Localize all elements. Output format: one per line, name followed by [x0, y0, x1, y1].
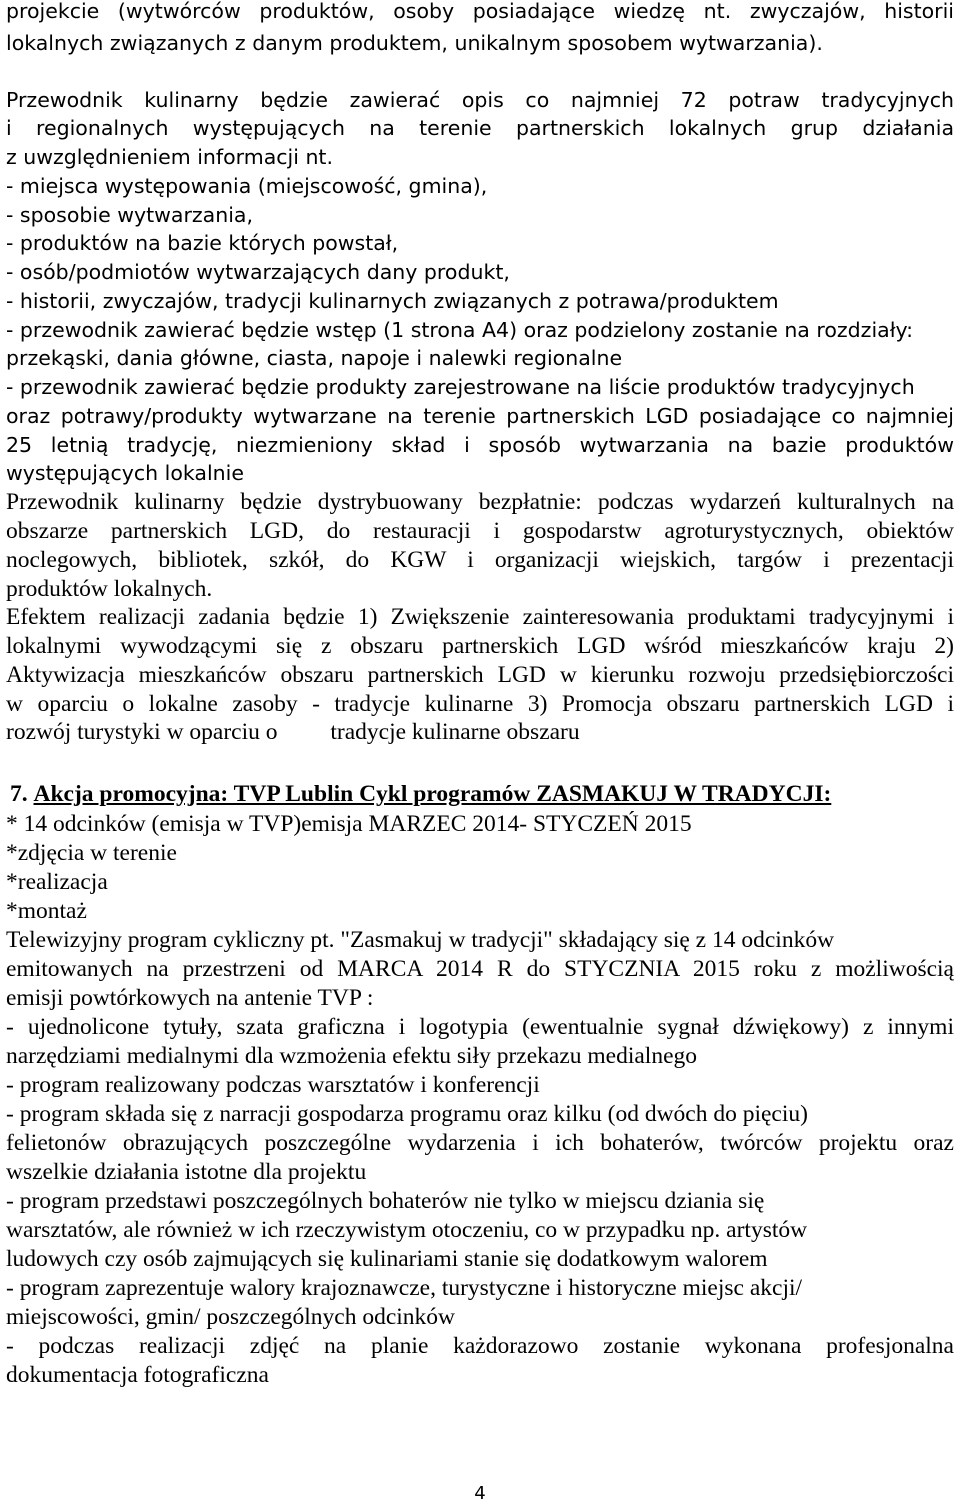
- section-7-line: - program zaprezentuje walory krajoznawcze, turystyczne i historyczne miejsc akcji/: [6, 1275, 803, 1301]
- section-7-line: - program składa się z narracji gospodarza programu oraz kilku (od dwóch do pięciu): [6, 1101, 808, 1127]
- guide-list-item: - przewodnik zawierać będzie wstęp (1 strona A4) oraz podzielony zostanie na rozdziały:: [6, 318, 914, 342]
- guide-list-item: - osób/podmiotów wytwarzających dany produkt,: [6, 260, 510, 284]
- section-7-line: emisji powtórkowych na antenie TVP :: [6, 985, 374, 1011]
- section-number: 7.: [10, 781, 28, 807]
- intro-line: projekcie (wytwórców produktów, osoby posiadające wiedzę nt. zwyczajów, historii: [6, 0, 954, 23]
- effect-line: Aktywizacja mieszkańców obszaru partnerskich LGD w kierunku rozwoju przedsiębiorczości: [6, 662, 954, 688]
- guide-list-item: 25 letnią tradycję, niezmieniony skład i sposób wytwarzania na bazie produktów: [6, 433, 954, 457]
- guide-list-item: - sposobie wytwarzania,: [6, 203, 253, 227]
- page-number: 4: [474, 1483, 486, 1504]
- section-7-line: - podczas realizacji zdjęć na planie każdorazowo zostanie wykonana profesjonalna: [6, 1333, 954, 1359]
- section-7-line: felietonów obrazujących poszczególne wydarzenia i ich bohaterów, twórców projektu oraz: [6, 1130, 954, 1156]
- section-7-line: Telewizyjny program cykliczny pt. "Zasmakuj w tradycji" składający się z 14 odcinków: [6, 927, 835, 953]
- distribution-line: Przewodnik kulinarny będzie dystrybuowany bezpłatnie: podczas wydarzeń kulturalnych na: [6, 489, 954, 515]
- section-7-line: *realizacja: [6, 869, 108, 895]
- section-7-line: *montaż: [6, 898, 87, 924]
- effect-line: rozwój turystyki w oparciu o tradycje kulinarne obszaru: [6, 719, 580, 745]
- section-title: Akcja promocyjna: TVP Lublin Cykl programów ZASMAKUJ W TRADYCJI:: [33, 781, 832, 807]
- guide-list-item: - miejsca występowania (miejscowość, gmina),: [6, 174, 488, 198]
- section-7-heading: [10, 780, 958, 809]
- guide-list-item: - przewodnik zawierać będzie produkty zarejestrowane na liście produktów tradycyjnych: [6, 375, 915, 399]
- guide-line: Przewodnik kulinarny będzie zawierać opis co najmniej 72 potraw tradycyjnych: [6, 88, 954, 112]
- effect-line: w oparciu o lokalne zasoby - tradycje kulinarne 3) Promocja obszaru partnerskich LGD i: [6, 691, 954, 717]
- guide-list-item: - produktów na bazie których powstał,: [6, 231, 399, 255]
- section-7-line: - program przedstawi poszczególnych bohaterów nie tylko w miejscu dziania się: [6, 1188, 765, 1214]
- section-7-line: warsztatów, ale również w ich rzeczywistym otoczeniu, co w przypadku np. artystów: [6, 1217, 808, 1243]
- section-7-line: narzędziami medialnymi dla wzmożenia efektu siły przekazu medialnego: [6, 1043, 698, 1069]
- guide-line: z uwzględnieniem informacji nt.: [6, 145, 333, 169]
- guide-line: i regionalnych występujących na terenie partnerskich lokalnych grup działania: [6, 116, 954, 140]
- intro-line: lokalnych związanych z danym produktem, unikalnym sposobem wytwarzania).: [6, 31, 823, 55]
- section-7-line: ludowych czy osób zajmujących się kulinariami stanie się dodatkowym walorem: [6, 1246, 768, 1272]
- guide-list-item: przekąski, dania główne, ciasta, napoje i nalewki regionalne: [6, 346, 623, 370]
- guide-list-item: występujących lokalnie: [6, 461, 244, 485]
- section-7-line: wszelkie działania istotne dla projektu: [6, 1159, 367, 1185]
- section-7-line: * 14 odcinków (emisja w TVP)emisja MARZEC 2014- STYCZEŃ 2015: [6, 811, 692, 837]
- guide-list-item: oraz potrawy/produkty wytwarzane na terenie partnerskich LGD posiadające co najmniej: [6, 404, 954, 428]
- section-7-line: miejscowości, gmin/ poszczególnych odcinków: [6, 1304, 456, 1330]
- distribution-line: produktów lokalnych.: [6, 576, 213, 602]
- distribution-line: obszarze partnerskich LGD, do restauracji i gospodarstw agroturystycznych, obiektów: [6, 518, 954, 544]
- section-7-line: - ujednolicone tytuły, szata graficzna i logotypia (ewentualnie sygnał dźwiękowy) z innymi: [6, 1014, 954, 1040]
- distribution-line: noclegowych, bibliotek, szkół, do KGW i organizacji wiejskich, targów i prezentacji: [6, 547, 954, 573]
- effect-line: Efektem realizacji zadania będzie 1) Zwiększenie zainteresowania produktami tradycyjnymi i: [6, 604, 954, 630]
- effect-line: lokalnymi wywodzącymi się z obszaru partnerskich LGD wśród mieszkańców kraju 2): [6, 633, 954, 659]
- section-7-line: dokumentacja fotograficzna: [6, 1362, 269, 1388]
- section-7-line: emitowanych na przestrzeni od MARCA 2014 R do STYCZNIA 2015 roku z możliwością: [6, 956, 954, 982]
- section-7-line: *zdjęcia w terenie: [6, 840, 177, 866]
- guide-list-item: - historii, zwyczajów, tradycji kulinarnych związanych z potrawa/produktem: [6, 289, 779, 313]
- section-7-line: - program realizowany podczas warsztatów i konferencji: [6, 1072, 540, 1098]
